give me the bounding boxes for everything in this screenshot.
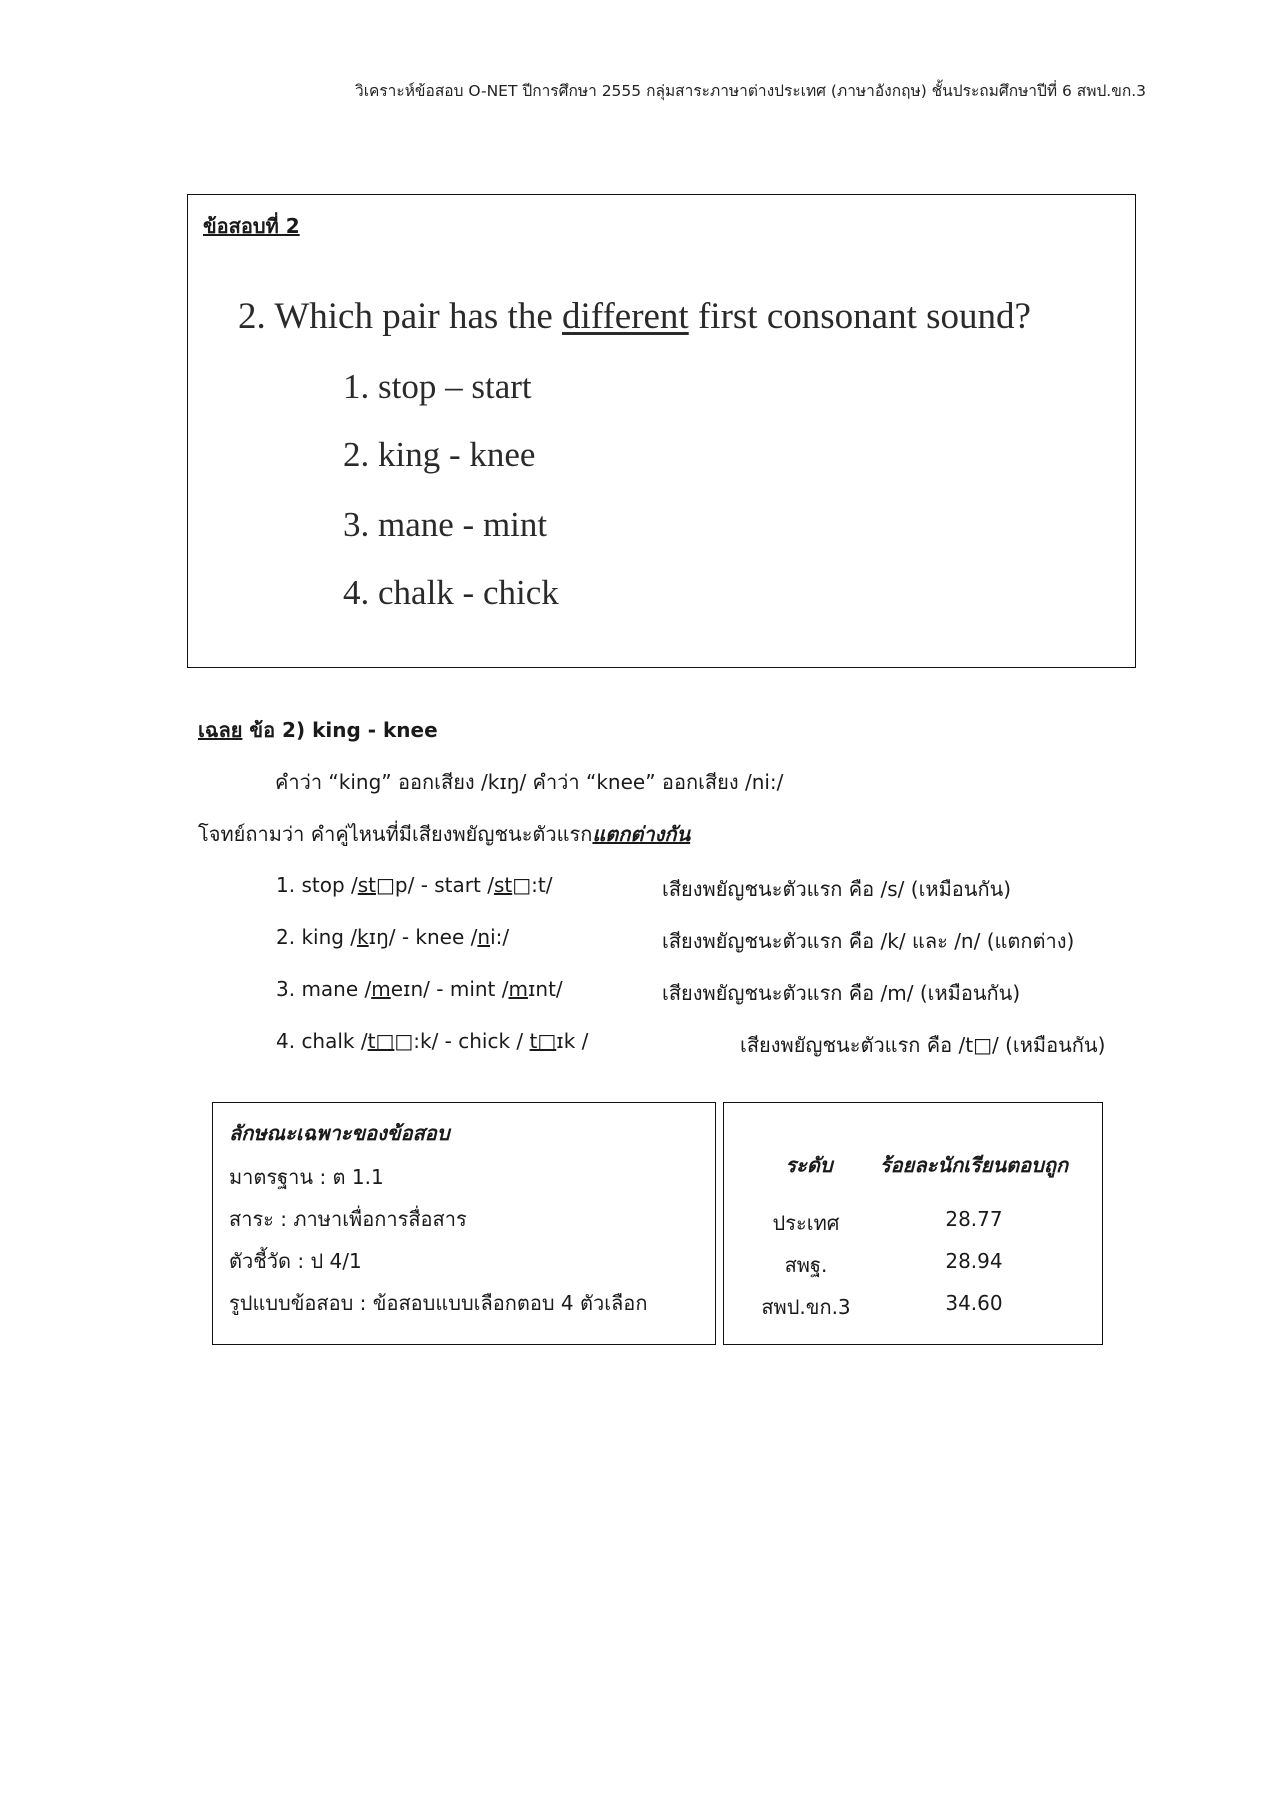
answer-line-underlined: st [493, 873, 513, 897]
answer-line-1 [276, 873, 552, 897]
stats-level: สพฐ. [784, 1253, 828, 1277]
spec-box [212, 1102, 716, 1345]
stats-box [723, 1102, 1103, 1345]
question-option-1: 1. stop – start [343, 367, 532, 406]
answer-line-underlined: m [371, 977, 391, 1001]
answer-line-3 [276, 977, 563, 1001]
question-box [187, 194, 1136, 668]
stats-header-level: ระดับ [785, 1153, 833, 1177]
answer-line-text: ɪnt/ [527, 977, 563, 1001]
spec-format: รูปแบบข้อสอบ : ข้อสอบแบบเลือกตอบ 4 ตัวเลือก [229, 1291, 648, 1315]
answer-label: เฉลย [198, 718, 243, 742]
answer-line-text: 2. king / [276, 925, 358, 949]
answer-line-underlined: t□ [367, 1029, 395, 1053]
question-label: ข้อสอบที่ 2 [203, 214, 300, 238]
spec-indicator: ตัวชี้วัด : ป 4/1 [229, 1249, 362, 1273]
stats-level: ประเทศ [772, 1211, 840, 1235]
question-option-4: 4. chalk - chick [343, 573, 559, 612]
stats-percent: 34.60 [945, 1291, 1003, 1315]
answer-line-2-explanation: เสียงพยัญชนะตัวแรก คือ /k/ และ /n/ (แตกต่าง) [662, 929, 1075, 953]
answer-line-text: ɪŋ/ - knee / [368, 925, 478, 949]
question-stem-post: first consonant sound? [688, 296, 1031, 337]
stats-level: สพป.ขก.3 [761, 1295, 851, 1319]
answer-line-text: □:k/ - chick / [394, 1029, 530, 1053]
answer-line-1-explanation: เสียงพยัญชนะตัวแรก คือ /s/ (เหมือนกัน) [662, 877, 1012, 901]
answer-line-text: □p/ - start / [376, 873, 494, 897]
answer-line-underlined: n [477, 925, 491, 949]
stats-percent: 28.77 [945, 1207, 1003, 1231]
answer-line-underlined: m [508, 977, 528, 1001]
answer-line-underlined: st [357, 873, 376, 897]
answer-line-3-explanation: เสียงพยัญชนะตัวแรก คือ /m/ (เหมือนกัน) [662, 981, 1021, 1005]
answer-line-text: 4. chalk / [276, 1029, 368, 1053]
answer-prompt [198, 818, 690, 850]
spec-standard: มาตรฐาน : ต 1.1 [229, 1165, 384, 1189]
answer-value: ข้อ 2) king - knee [242, 718, 438, 742]
answer-prompt-emphasis: แตกต่างกัน [592, 822, 691, 846]
page-header: วิเคราะห์ข้อสอบ O-NET ปีการศึกษา 2555 กลุ่มสาระภาษาต่างประเทศ (ภาษาอังกฤษ) ชั้นประถมศึกษาปีที่ 6 สพป.ขก.3 [354, 82, 1146, 100]
answer-title [198, 714, 438, 746]
answer-line-text: 3. mane / [276, 977, 372, 1001]
answer-line-4 [276, 1029, 588, 1053]
question-stem-pre: 2. Which pair has the [238, 296, 563, 337]
answer-line-underlined: k [357, 925, 369, 949]
answer-line-text: i:/ [490, 925, 510, 949]
answer-pronunciation: คำว่า “king” ออกเสียง /kɪŋ/ คำว่า “knee” ออกเสียง /ni:/ [275, 770, 784, 794]
answer-line-text: 1. stop / [276, 873, 358, 897]
spec-strand: สาระ : ภาษาเพื่อการสื่อสาร [229, 1207, 467, 1231]
question-option-3: 3. mane - mint [343, 505, 548, 544]
question-stem [238, 295, 1031, 338]
stats-header-percent: ร้อยละนักเรียนตอบถูก [879, 1153, 1069, 1177]
answer-line-text: ɪk / [556, 1029, 589, 1053]
answer-line-underlined: t□ [529, 1029, 557, 1053]
answer-line-text: □:t/ [512, 873, 553, 897]
spec-title: ลักษณะเฉพาะของข้อสอบ [229, 1121, 450, 1145]
answer-line-text: eɪn/ - mint / [390, 977, 509, 1001]
question-stem-underlined: different [562, 296, 689, 337]
answer-line-4-explanation: เสียงพยัญชนะตัวแรก คือ /t□/ (เหมือนกัน) [740, 1033, 1106, 1057]
stats-percent: 28.94 [945, 1249, 1003, 1273]
answer-line-2 [276, 925, 509, 949]
question-option-2: 2. king - knee [343, 435, 536, 474]
answer-prompt-pre: โจทย์ถามว่า คำคู่ไหนที่มีเสียงพยัญชนะตัวแรก [198, 822, 593, 846]
